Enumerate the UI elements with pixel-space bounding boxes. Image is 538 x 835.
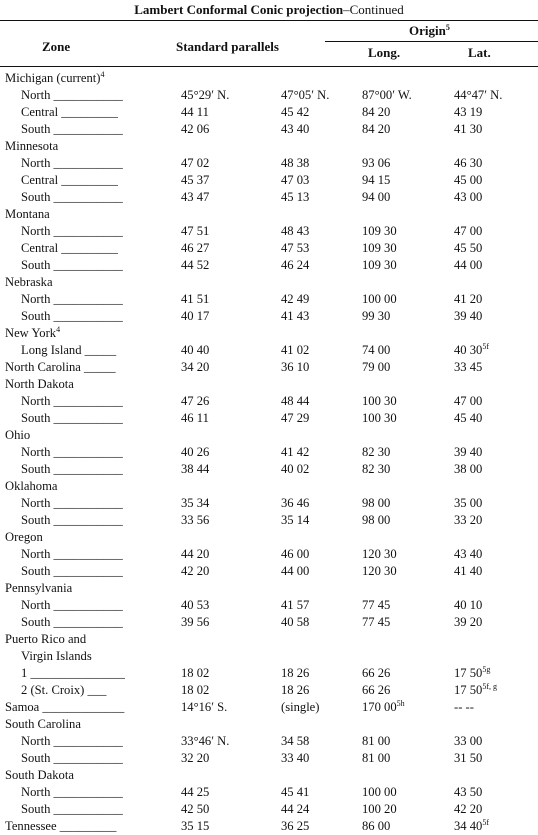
header-lat: Lat. xyxy=(468,45,491,60)
zone-group-row xyxy=(0,138,538,155)
parallel-1: 42 06 xyxy=(181,122,210,136)
zone-row xyxy=(0,291,538,308)
parallel-2: 48 44 xyxy=(281,394,310,408)
origin-latitude: 45 40 xyxy=(454,411,483,425)
parallel-2: 18 26 xyxy=(281,683,310,697)
header-rule xyxy=(0,66,538,67)
origin-longitude: 109 30 xyxy=(362,258,397,272)
zone-row xyxy=(0,359,538,376)
zone-row xyxy=(0,665,538,682)
origin-longitude: 98 00 xyxy=(362,496,391,510)
zone-row xyxy=(0,733,538,750)
zone-group-row xyxy=(0,70,538,87)
zone-row xyxy=(0,750,538,767)
zone-row xyxy=(0,495,538,512)
leader-dashes: ___________ xyxy=(50,258,123,272)
value-footnote: 5f xyxy=(482,818,490,827)
parallel-2: 48 38 xyxy=(281,156,310,170)
header-zone: Zone xyxy=(42,39,71,54)
origin-longitude: 100 30 xyxy=(362,411,397,425)
leader-dashes: _____ xyxy=(81,343,117,357)
origin-latitude: 44 00 xyxy=(454,258,483,272)
origin-longitude: 99 30 xyxy=(362,309,391,323)
origin-longitude: 109 30 xyxy=(362,241,397,255)
zone-name: South ___________ xyxy=(21,615,123,629)
parallel-2: 45 41 xyxy=(281,785,310,799)
parallel-2: 36 46 xyxy=(281,496,310,510)
parallel-2: 40 58 xyxy=(281,615,310,629)
zone-row xyxy=(0,444,538,461)
origin-latitude: 17 $50^{5f, g}$ xyxy=(454,682,498,697)
leader-dashes: ___________ xyxy=(50,190,123,204)
parallel-1: 47 02 xyxy=(181,156,210,170)
origin-latitude: 43 00 xyxy=(454,190,483,204)
origin-longitude: 84 20 xyxy=(362,122,391,136)
parallel-1: 45 37 xyxy=(181,173,210,187)
origin-latitude: 39 20 xyxy=(454,615,483,629)
origin-latitude: -- -- xyxy=(454,700,474,714)
origin-latitude: 43 40 xyxy=(454,547,483,561)
zone-row xyxy=(0,648,538,665)
header-origin-note: 5 xyxy=(445,23,450,32)
parallel-1: 18 02 xyxy=(181,683,210,697)
origin-longitude: 82 30 xyxy=(362,445,391,459)
parallel-1: 42 20 xyxy=(181,564,210,578)
parallel-1: 18 02 xyxy=(181,666,210,680)
origin-longitude: 79 00 xyxy=(362,360,391,374)
origin-longitude: 170 $00^{5h}$ xyxy=(362,699,405,714)
parallel-1: 42 50 xyxy=(181,802,210,816)
parallel-2: 33 40 xyxy=(281,751,310,765)
parallel-1: 46 11 xyxy=(181,411,209,425)
origin-longitude: 100 00 xyxy=(362,785,397,799)
leader-dashes: ___________ xyxy=(50,496,123,510)
leader-dashes: ___________ xyxy=(50,785,123,799)
leader-dashes: ___________ xyxy=(50,598,123,612)
zone-name: Puerto Rico and xyxy=(5,632,87,646)
parallel-1: 38 44 xyxy=(181,462,210,476)
zone-name: South ___________ xyxy=(21,462,123,476)
parallel-2: 44 00 xyxy=(281,564,310,578)
parallel-2: 41 42 xyxy=(281,445,310,459)
zone-group-row xyxy=(0,631,538,648)
zone-footnote: 4 xyxy=(56,325,61,334)
zone-row xyxy=(0,699,538,716)
zone-row xyxy=(0,801,538,818)
parallel-2: 36 10 xyxy=(281,360,310,374)
zone-name: North ___________ xyxy=(21,394,123,408)
leader-dashes: ___________ xyxy=(50,734,123,748)
zone-name: Samoa _____________ xyxy=(5,700,125,714)
parallel-1: 44 11 xyxy=(181,105,209,119)
zone-name: Oklahoma xyxy=(5,479,58,493)
zone-group-row xyxy=(0,206,538,223)
origin-latitude: 17 $50^{5g}$ xyxy=(454,665,491,680)
zone-row xyxy=(0,597,538,614)
parallel-2: 43 40 xyxy=(281,122,310,136)
origin-latitude: 41 20 xyxy=(454,292,483,306)
origin-longitude: 87°00′ W. xyxy=(362,88,412,102)
parallel-1: 39 56 xyxy=(181,615,210,629)
zone-name: South Dakota xyxy=(5,768,74,782)
zone-row xyxy=(0,342,538,359)
origin-longitude: 94 00 xyxy=(362,190,391,204)
zone-name: North ___________ xyxy=(21,785,123,799)
parallel-2: 45 42 xyxy=(281,105,310,119)
parallel-1: 35 34 xyxy=(181,496,210,510)
leader-dashes: ___________ xyxy=(50,462,123,476)
parallel-2: 40 02 xyxy=(281,462,310,476)
zone-row xyxy=(0,308,538,325)
origin-latitude: 38 00 xyxy=(454,462,483,476)
zone-group-row xyxy=(0,580,538,597)
zone-name: North ___________ xyxy=(21,547,123,561)
zone-name: Central _________ xyxy=(21,105,118,119)
origin-latitude: 39 40 xyxy=(454,445,483,459)
origin-longitude: 86 00 xyxy=(362,819,391,833)
zone-group-row xyxy=(0,274,538,291)
zone-name: South ___________ xyxy=(21,751,123,765)
parallel-1: 34 20 xyxy=(181,360,210,374)
zone-name: Ohio xyxy=(5,428,31,442)
origin-latitude: 43 50 xyxy=(454,785,483,799)
parallel-1: 46 27 xyxy=(181,241,210,255)
parallel-1: 32 20 xyxy=(181,751,210,765)
parallel-2: (single) xyxy=(281,700,320,714)
origin-latitude: 34 $40^{5f}$ xyxy=(454,818,490,833)
zone-row xyxy=(0,410,538,427)
zone-name: North ___________ xyxy=(21,496,123,510)
zone-name: South ___________ xyxy=(21,802,123,816)
zone-row xyxy=(0,189,538,206)
origin-longitude: 100 20 xyxy=(362,802,397,816)
origin-latitude: 40 $30^{5f}$ xyxy=(454,342,490,357)
zone-name: Minnesota xyxy=(5,139,59,153)
leader-dashes: ___________ xyxy=(50,802,123,816)
leader-dashes: _________ xyxy=(58,173,118,187)
parallel-2: 36 25 xyxy=(281,819,310,833)
zone-name: North ___________ xyxy=(21,734,123,748)
zone-row xyxy=(0,682,538,699)
origin-longitude: 81 00 xyxy=(362,751,391,765)
zone-name: South ___________ xyxy=(21,411,123,425)
zone-row xyxy=(0,563,538,580)
parallel-1: 14°16′ S. xyxy=(181,700,228,714)
zone-footnote: 4 xyxy=(100,70,105,79)
leader-dashes: ___________ xyxy=(50,411,123,425)
leader-dashes: ___________ xyxy=(50,564,123,578)
origin-latitude: 40 10 xyxy=(454,598,483,612)
table-title xyxy=(0,2,538,18)
value-footnote: 5g xyxy=(482,665,491,674)
zone-name: North ___________ xyxy=(21,224,123,238)
zone-name: Long Island _____ xyxy=(21,343,117,357)
parallel-1: 47 26 xyxy=(181,394,210,408)
zone-group-row xyxy=(0,325,538,342)
zone-name: South ___________ xyxy=(21,122,123,136)
zone-row xyxy=(0,223,538,240)
origin-longitude: 98 00 xyxy=(362,513,391,527)
origin-longitude: 100 30 xyxy=(362,394,397,408)
zone-row xyxy=(0,512,538,529)
parallel-2: 45 13 xyxy=(281,190,310,204)
zone-name: South Carolina xyxy=(5,717,81,731)
zone-name: 2 (St. Croix) ___ xyxy=(21,683,107,697)
zone-name: Virgin Islands xyxy=(21,649,92,663)
zone-name: South ___________ xyxy=(21,309,123,323)
parallel-2: 18 26 xyxy=(281,666,310,680)
leader-dashes: ___________ xyxy=(50,513,123,527)
zone-name: South ___________ xyxy=(21,564,123,578)
parallel-1: 41 51 xyxy=(181,292,210,306)
parallel-2: 47 03 xyxy=(281,173,310,187)
leader-dashes: _____ xyxy=(80,360,116,374)
origin-rule xyxy=(325,41,538,42)
parallel-2: 41 43 xyxy=(281,309,310,323)
zone-name: Central _________ xyxy=(21,173,118,187)
origin-latitude: 45 00 xyxy=(454,173,483,187)
parallel-2: 44 24 xyxy=(281,802,310,816)
parallel-2: 41 02 xyxy=(281,343,310,357)
parallel-1: 44 25 xyxy=(181,785,210,799)
parallel-1: 33 56 xyxy=(181,513,210,527)
zone-row xyxy=(0,172,538,189)
parallel-1: 40 53 xyxy=(181,598,210,612)
header-origin-label: Origin xyxy=(409,23,446,38)
zone-group-row xyxy=(0,529,538,546)
top-rule xyxy=(0,20,538,21)
origin-longitude: 81 00 xyxy=(362,734,391,748)
zone-name: North Dakota xyxy=(5,377,74,391)
value-footnote: 5f xyxy=(482,342,490,351)
origin-longitude: 100 00 xyxy=(362,292,397,306)
zone-row xyxy=(0,257,538,274)
zone-name: South ___________ xyxy=(21,190,123,204)
zone-group-row xyxy=(0,478,538,495)
zone-row xyxy=(0,546,538,563)
leader-dashes: ___ xyxy=(84,683,107,697)
parallel-2: 46 00 xyxy=(281,547,310,561)
zone-row xyxy=(0,393,538,410)
parallel-2: 47 53 xyxy=(281,241,310,255)
zone-name: 1 _______________ xyxy=(21,666,125,680)
leader-dashes: _________ xyxy=(58,241,118,255)
parallel-2: 47°05′ N. xyxy=(281,88,330,102)
zone-name: Michigan (current)$^4$ xyxy=(5,70,105,85)
parallel-2: 46 24 xyxy=(281,258,310,272)
zone-name: South ___________ xyxy=(21,513,123,527)
table-title-bold: Lambert Conformal Conic projection xyxy=(134,2,344,17)
zone-row xyxy=(0,240,538,257)
origin-latitude: 33 20 xyxy=(454,513,483,527)
zone-name: Nebraska xyxy=(5,275,53,289)
leader-dashes: _______________ xyxy=(27,666,125,680)
origin-latitude: 33 00 xyxy=(454,734,483,748)
parallel-2: 34 58 xyxy=(281,734,310,748)
zone-row xyxy=(0,784,538,801)
zone-name: North ___________ xyxy=(21,445,123,459)
origin-longitude: 120 30 xyxy=(362,547,397,561)
origin-longitude: 74 00 xyxy=(362,343,391,357)
origin-latitude: 46 30 xyxy=(454,156,483,170)
value-footnote: 5h xyxy=(396,699,405,708)
zone-row xyxy=(0,121,538,138)
parallel-2: 35 14 xyxy=(281,513,310,527)
leader-dashes: ___________ xyxy=(50,122,123,136)
zone-name: Pennsylvania xyxy=(5,581,73,595)
leader-dashes: ___________ xyxy=(50,615,123,629)
header-origin xyxy=(409,23,450,39)
leader-dashes: ___________ xyxy=(50,445,123,459)
leader-dashes: ___________ xyxy=(50,751,123,765)
parallel-1: 47 51 xyxy=(181,224,210,238)
zone-name: North Carolina _____ xyxy=(5,360,116,374)
leader-dashes: ___________ xyxy=(50,394,123,408)
parallel-1: 43 47 xyxy=(181,190,210,204)
zone-name: North ___________ xyxy=(21,88,123,102)
origin-latitude: 42 20 xyxy=(454,802,483,816)
leader-dashes: ___________ xyxy=(50,547,123,561)
origin-longitude: 77 45 xyxy=(362,598,391,612)
origin-longitude: 77 45 xyxy=(362,615,391,629)
origin-latitude: 33 45 xyxy=(454,360,483,374)
zone-name: New York$^4$ xyxy=(5,325,61,340)
parallel-1: 35 15 xyxy=(181,819,210,833)
leader-dashes: ___________ xyxy=(50,88,123,102)
zone-row xyxy=(0,461,538,478)
parallel-1: 44 52 xyxy=(181,258,210,272)
zone-row xyxy=(0,614,538,631)
zone-row xyxy=(0,155,538,172)
table-title-rest: –Continued xyxy=(343,2,404,17)
zone-name: South ___________ xyxy=(21,258,123,272)
header-standard-parallels: Standard parallels xyxy=(176,39,279,54)
leader-dashes: ___________ xyxy=(50,292,123,306)
zone-name: North ___________ xyxy=(21,156,123,170)
origin-longitude: 93 06 xyxy=(362,156,391,170)
origin-latitude: 45 50 xyxy=(454,241,483,255)
parallel-1: 45°29′ N. xyxy=(181,88,230,102)
zone-group-row xyxy=(0,427,538,444)
parallel-2: 48 43 xyxy=(281,224,310,238)
zone-name: North ___________ xyxy=(21,292,123,306)
origin-latitude: 35 00 xyxy=(454,496,483,510)
parallel-2: 41 57 xyxy=(281,598,310,612)
origin-latitude: 31 50 xyxy=(454,751,483,765)
origin-longitude: 109 30 xyxy=(362,224,397,238)
zone-name: Oregon xyxy=(5,530,43,544)
leader-dashes: ___________ xyxy=(50,224,123,238)
origin-longitude: 84 20 xyxy=(362,105,391,119)
value-footnote: 5f, g xyxy=(482,682,498,691)
parallel-2: 47 29 xyxy=(281,411,310,425)
zone-group-row xyxy=(0,767,538,784)
origin-latitude: 47 00 xyxy=(454,224,483,238)
origin-latitude: 41 30 xyxy=(454,122,483,136)
leader-dashes: ___________ xyxy=(50,309,123,323)
parallel-1: 40 40 xyxy=(181,343,210,357)
origin-latitude: 39 40 xyxy=(454,309,483,323)
parallel-1: 44 20 xyxy=(181,547,210,561)
zone-name: Montana xyxy=(5,207,50,221)
origin-latitude: 43 19 xyxy=(454,105,483,119)
origin-latitude: 44°47′ N. xyxy=(454,88,503,102)
zone-name: Central _________ xyxy=(21,241,118,255)
leader-dashes: _________ xyxy=(58,105,118,119)
zone-row xyxy=(0,87,538,104)
zone-row xyxy=(0,104,538,121)
origin-longitude: 66 26 xyxy=(362,683,391,697)
origin-latitude: 47 00 xyxy=(454,394,483,408)
leader-dashes: ___________ xyxy=(50,156,123,170)
zone-row xyxy=(0,818,538,835)
zone-name: Tennessee _________ xyxy=(5,819,117,833)
zone-name: North ___________ xyxy=(21,598,123,612)
origin-longitude: 120 30 xyxy=(362,564,397,578)
header-long: Long. xyxy=(368,45,401,60)
leader-dashes: _____________ xyxy=(39,700,125,714)
parallel-1: 40 26 xyxy=(181,445,210,459)
origin-longitude: 66 26 xyxy=(362,666,391,680)
leader-dashes: _________ xyxy=(56,819,117,833)
origin-latitude: 41 40 xyxy=(454,564,483,578)
origin-longitude: 82 30 xyxy=(362,462,391,476)
zone-group-row xyxy=(0,376,538,393)
parallel-1: 33°46′ N. xyxy=(181,734,230,748)
parallel-2: 42 49 xyxy=(281,292,310,306)
origin-longitude: 94 15 xyxy=(362,173,391,187)
zone-group-row xyxy=(0,716,538,733)
parallel-1: 40 17 xyxy=(181,309,210,323)
